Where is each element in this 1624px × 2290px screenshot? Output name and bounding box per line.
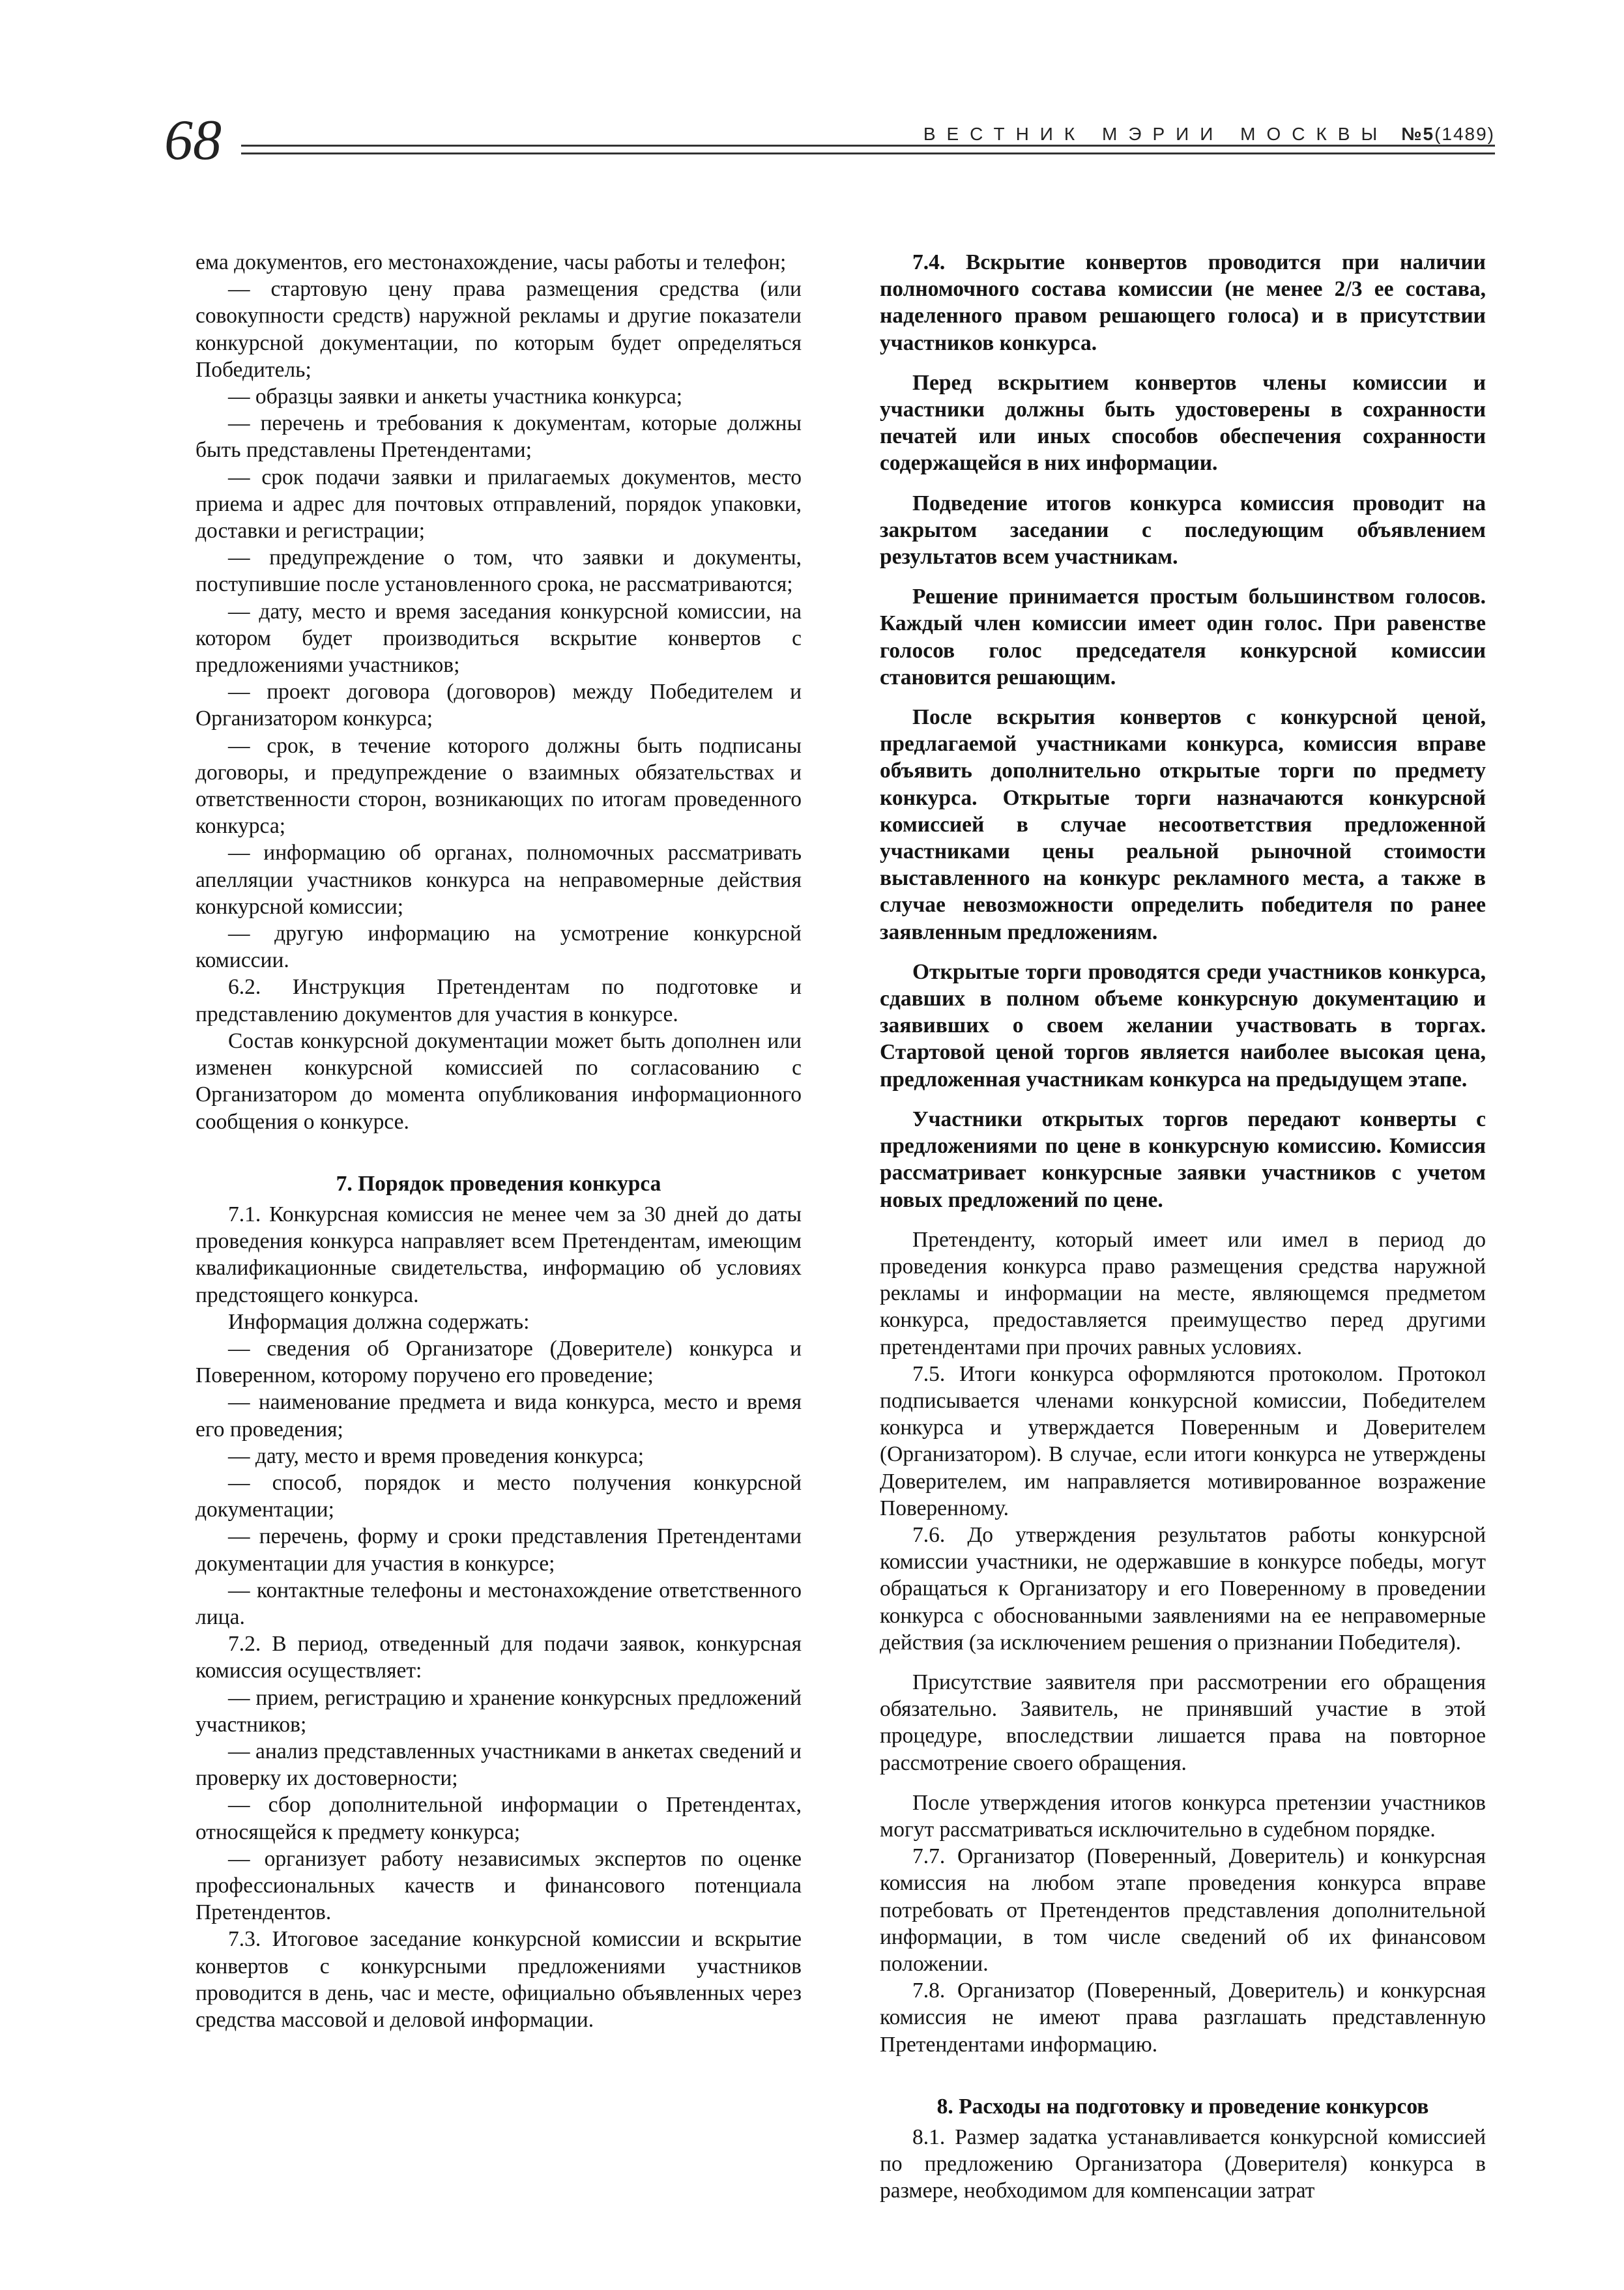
paragraph: — способ, порядок и место получения конкурсной документации; xyxy=(196,1470,802,1522)
paragraph: — сведения об Организаторе (Доверителе) конкурса и Поверенном, которому поручено его проведение; xyxy=(196,1336,802,1388)
paragraph: Претенденту, который имеет или имел в период до проведения конкурса право размещения средства наружной рекламы и информации на месте, являющемся предметом конкурса, предоставляется преимущество перед другими претендентами при прочих равных условиях. xyxy=(880,1227,1486,1359)
paragraph: — информацию об органах, полномочных рассматривать апелляции участников конкурса на неправомерные действия конкурсной комиссии; xyxy=(196,841,802,919)
running-header xyxy=(923,124,1495,145)
paragraph: Перед вскрытием конвертов члены комиссии и участники должны быть удостоверены в сохранности печатей или иных способов обеспечения сохранности содержащейся в них информации. xyxy=(880,370,1486,476)
issue-label: №5 xyxy=(1401,124,1435,144)
paragraph: — наименование предмета и вида конкурса, место и время его проведения; xyxy=(196,1390,802,1442)
issue-total: (1489) xyxy=(1434,124,1495,144)
paragraph: — срок, в течение которого должны быть подписаны договоры, и предупреждение о взаимных обязательствах и ответственности сторон, возникающих по итогам проведенного конкурса; xyxy=(196,733,802,839)
paragraph: 6.2. Инструкция Претендентам по подготовке и представлению документов для участия в конкурсе. xyxy=(196,975,802,1026)
paragraph: 7.2. В период, отведенный для подачи заявок, конкурсная комиссия осуществляет: xyxy=(196,1632,802,1683)
paragraph: — другую информацию на усмотрение конкурсной комиссии. xyxy=(196,921,802,973)
page-number: 68 xyxy=(164,109,222,172)
paragraph: — дату, место и время проведения конкурса; xyxy=(228,1443,645,1468)
paragraph: Состав конкурсной документации может быть дополнен или изменен конкурсной комиссией по согласованию с Организатором до момента опубликования информационного сообщения о конкурсе. xyxy=(196,1028,802,1134)
paragraph: 7.1. Конкурсная комиссия не менее чем за 30 дней до даты проведения конкурса направляет всем Претендентам, имеющим квалификационные свидетельства, информацию об условиях предстоящего конкурса. xyxy=(196,1202,802,1307)
section-heading: 8. Расходы на подготовку и проведение конкурсов xyxy=(936,2094,1429,2119)
paragraph: — сбор дополнительной информации о Претендентах, относящейся к предмету конкурса; xyxy=(196,1793,802,1844)
paragraph: — стартовую цену права размещения средства (или совокупности средств) наружной рекламы и другие показатели конкурсной документации, по которым будет определяться Победитель; xyxy=(196,277,802,382)
paragraph: 7.4. Вскрытие конвертов проводится при наличии полномочного состава комиссии (не менее 2/3 ее состава, наделенного правом решающего голоса) и в присутствии участников конкурса. xyxy=(880,250,1486,355)
header-rule-lower xyxy=(241,152,1495,154)
paragraph: Открытые торги проводятся среди участников конкурса, сдавших в полном объеме конкурсную документацию и заявивших о своем желании участвовать в торгах. Стартовой ценой торгов является наиболее высокая цена, предложенная участникам конкурса на предыдущем этапе. xyxy=(880,959,1486,1092)
paragraph: 7.8. Организатор (Поверенный, Доверитель) и конкурсная комиссия не имеют права разглашать представленную Претендентами информацию. xyxy=(880,1978,1486,2057)
header-rule xyxy=(241,145,1495,147)
paragraph: — дату, место и время заседания конкурсной комиссии, на котором будет производиться вскрытие конвертов с предложениями участников; xyxy=(196,599,802,678)
paragraph: 7.6. До утверждения результатов работы конкурсной комиссии участники, не одержавшие в конкурсе победы, могут обращаться к Организатору и его Поверенному в проведении конкурса с обоснованными заявлениями на ее неправомерные действия (за исключением решения о признании Победителя). xyxy=(880,1522,1486,1655)
paragraph: — предупреждение о том, что заявки и документы, поступившие после установленного срока, не рассматриваются; xyxy=(196,545,802,597)
paragraph: — контактные телефоны и местонахождение ответственного лица. xyxy=(196,1578,802,1629)
paragraph: — анализ представленных участниками в анкетах сведений и проверку их достоверности; xyxy=(196,1739,802,1791)
paragraph: — прием, регистрацию и хранение конкурсных предложений участников; xyxy=(196,1685,802,1737)
paragraph: Информация должна содержать: xyxy=(228,1309,530,1334)
paragraph: После вскрытия конвертов с конкурсной ценой, предлагаемой участниками конкурса, комиссия вправе объявить дополнительно открытые торги по предмету конкурса. Открытые торги назначаются конкурсной комиссией в случае несоответствия предложенной участниками цены реальной рыночной стоимости выставленного на конкурс рекламного места, а также в случае невозможности определить победителя по ранее заявленным предложениям. xyxy=(880,705,1486,944)
paragraph: — организует работу независимых экспертов по оценке профессиональных качеств и финансового потенциала Претендентов. xyxy=(196,1846,802,1925)
paragraph: После утверждения итогов конкурса претензии участников могут рассматриваться исключительно в судебном порядке. xyxy=(880,1790,1486,1842)
publication-title: ВЕСТНИК МЭРИИ МОСКВЫ xyxy=(923,124,1389,144)
paragraph: Подведение итогов конкурса комиссия проводит на закрытом заседании с последующим объявлением результатов всем участникам. xyxy=(880,491,1486,570)
paragraph: 7.5. Итоги конкурса оформляются протоколом. Протокол подписывается членами конкурсной комиссии, Победителем конкурса и утверждается Поверенным и Доверителем (Организатором). В случае, если итоги конкурса не утверждены Доверителем, им направляется мотивированное возражение Поверенному. xyxy=(880,1361,1486,1520)
right-column xyxy=(880,249,1486,2205)
paragraph: 8.1. Размер задатка устанавливается конкурсной комиссией по предложению Организатора (Доверителя) конкурса в размере, необходимом для компенсации затрат xyxy=(880,2125,1486,2203)
left-column xyxy=(196,249,802,2033)
paragraph: Решение принимается простым большинством голосов. Каждый член комиссии имеет один голос. При равенстве голосов голос председателя конкурсной комиссии становится решающим. xyxy=(880,585,1486,689)
paragraph: — проект договора (договоров) между Победителем и Организатором конкурса; xyxy=(196,680,802,731)
bold-text-block xyxy=(880,249,1486,1213)
paragraph: — перечень и требования к документам, которые должны быть представлены Претендентами; xyxy=(196,411,802,463)
paragraph: 7.7. Организатор (Поверенный, Доверитель) и конкурсная комиссия на любом этапе проведения конкурса вправе потребовать от Претендентов представления дополнительной информации, в том числе сведений об их финансовом положении. xyxy=(880,1844,1486,1976)
paragraph: 7.3. Итоговое заседание конкурсной комиссии и вскрытие конвертов с конкурсными предложениями участников проводится в день, час и месте, официально объявленных через средства массовой и деловой информации. xyxy=(196,1927,802,2032)
paragraph: — перечень, форму и сроки представления Претендентами документации для участия в конкурсе; xyxy=(196,1524,802,1576)
paragraph: — срок подачи заявки и прилагаемых документов, место приема и адрес для почтовых отправлений, порядок упаковки, доставки и регистрации; xyxy=(196,465,802,544)
paragraph: — образцы заявки и анкеты участника конкурса; xyxy=(228,384,683,409)
section-heading: 7. Порядок проведения конкурса xyxy=(336,1171,661,1196)
paragraph: ема документов, его местонахождение, часы работы и телефон; xyxy=(196,250,787,274)
issue-number xyxy=(1401,124,1495,144)
paragraph: Участники открытых торгов передают конверты с предложениями по цене в конкурсную комиссию. Комиссия рассматривает конкурсные заявки участников с учетом новых предложений по цене. xyxy=(880,1107,1486,1212)
paragraph: Присутствие заявителя при рассмотрении его обращения обязательно. Заявитель, не принявший участие в этой процедуре, впоследствии лишается права на повторное рассмотрение своего обращения. xyxy=(880,1670,1486,1775)
